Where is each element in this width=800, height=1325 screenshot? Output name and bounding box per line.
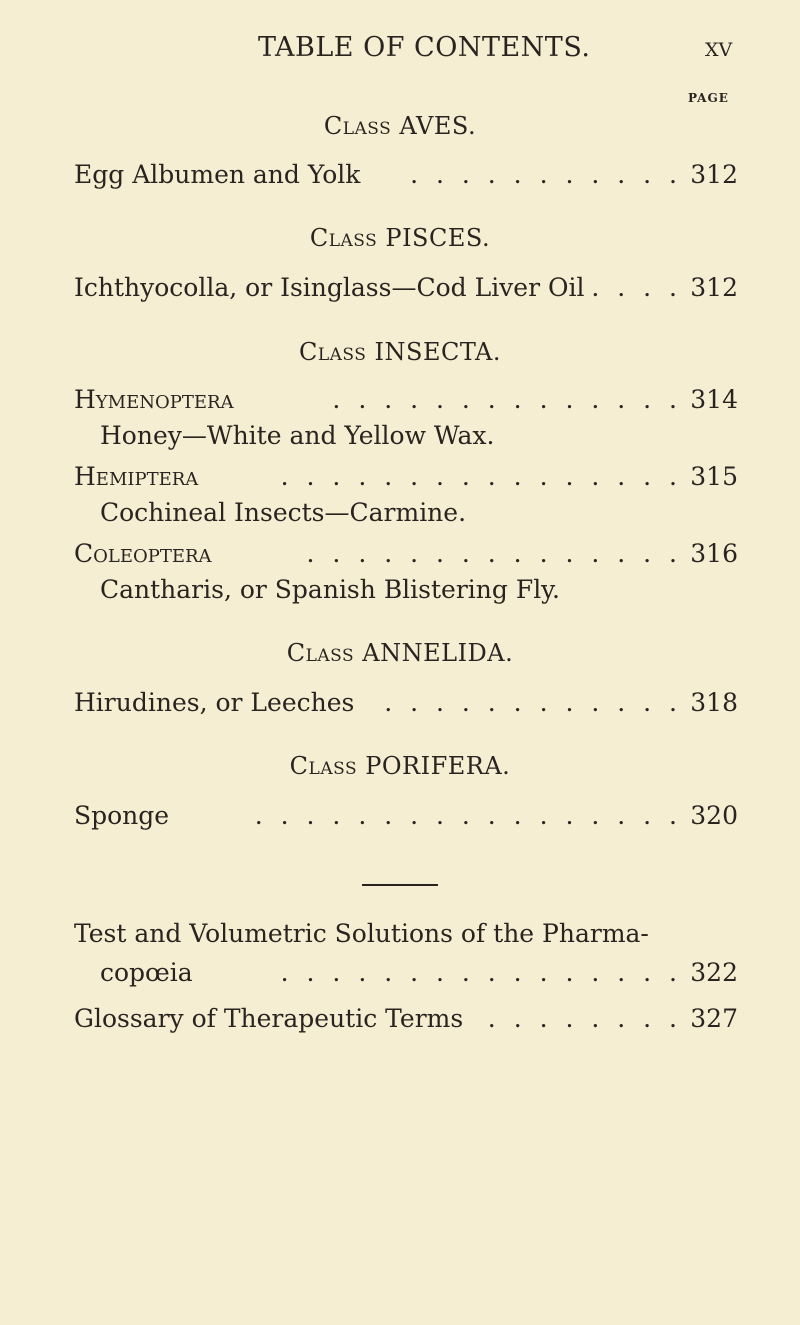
entry-page-number: 312 bbox=[690, 273, 738, 302]
entry-page-number: 312 bbox=[690, 160, 738, 189]
entry-page-number: 315 bbox=[690, 462, 738, 491]
page-number: xv bbox=[705, 32, 733, 63]
entry-page-number: 322 bbox=[690, 958, 738, 987]
dot-leader: . . . . . . . . . . . . . . . . . bbox=[254, 801, 682, 830]
toc-entry-hymenoptera[interactable] bbox=[74, 385, 738, 417]
entry-page-number: 320 bbox=[690, 801, 738, 830]
dot-leader: . . . . . . . . . . . . . . bbox=[332, 385, 682, 414]
entry-page-number: 318 bbox=[690, 688, 738, 717]
class-heading-aves: Class AVES. bbox=[323, 112, 477, 140]
entry-label: Hemiptera bbox=[74, 462, 199, 491]
entry-label: Hymenoptera bbox=[74, 385, 234, 414]
dot-leader: . . . . . . . . bbox=[487, 1004, 682, 1033]
toc-entry-hemiptera[interactable] bbox=[74, 462, 738, 494]
entry-label: copœia bbox=[100, 958, 193, 987]
entry-page-number: 316 bbox=[690, 539, 738, 568]
dot-leader: . . . . . . . . . . . . . . . . bbox=[280, 462, 682, 491]
toc-entry-ichthyocolla[interactable] bbox=[74, 273, 738, 305]
toc-entry-test-solutions[interactable] bbox=[74, 958, 738, 990]
running-head bbox=[0, 32, 800, 72]
toc-entry-glossary[interactable] bbox=[74, 1004, 738, 1036]
class-heading-insecta: Class INSECTA. bbox=[298, 338, 501, 366]
dot-leader: . . . . bbox=[591, 273, 682, 302]
toc-entry-egg-albumen[interactable] bbox=[74, 160, 738, 192]
class-heading-porifera: Class PORIFERA. bbox=[289, 752, 511, 780]
toc-entry-test-solutions-line1[interactable]: Test and Volumetric Solutions of the Pharma- bbox=[74, 919, 649, 948]
page-column-label: PAGE bbox=[688, 91, 729, 105]
entry-page-number: 314 bbox=[690, 385, 738, 414]
entry-page-number: 327 bbox=[690, 1004, 738, 1033]
class-heading-pisces: Class PISCES. bbox=[309, 224, 491, 252]
dot-leader: . . . . . . . . . . . bbox=[410, 160, 682, 189]
entry-label: Sponge bbox=[74, 801, 170, 830]
dot-leader: . . . . . . . . . . . . . . . . bbox=[280, 958, 682, 987]
running-title: TABLE OF CONTENTS. bbox=[258, 32, 591, 63]
entry-label: Coleoptera bbox=[74, 539, 212, 568]
dot-leader: . . . . . . . . . . . . bbox=[384, 688, 682, 717]
entry-subtitle-hemiptera: Cochineal Insects—Carmine. bbox=[100, 498, 467, 527]
toc-entry-sponge[interactable] bbox=[74, 801, 738, 833]
toc-entry-coleoptera[interactable] bbox=[74, 539, 738, 571]
toc-entry-hirudines[interactable] bbox=[74, 688, 738, 720]
dot-leader: . . . . . . . . . . . . . . . bbox=[306, 539, 682, 568]
entry-subtitle-coleoptera: Cantharis, or Spanish Blistering Fly. bbox=[100, 575, 560, 604]
section-divider bbox=[362, 884, 438, 886]
entry-label: Glossary of Therapeutic Terms bbox=[74, 1004, 464, 1033]
entry-subtitle-hymenoptera: Honey—White and Yellow Wax. bbox=[100, 421, 495, 450]
entry-label: Egg Albumen and Yolk bbox=[74, 160, 361, 189]
class-heading-annelida: Class ANNELIDA. bbox=[286, 639, 514, 667]
entry-label: Ichthyocolla, or Isinglass—Cod Liver Oil bbox=[74, 273, 585, 302]
entry-label: Hirudines, or Leeches bbox=[74, 688, 355, 717]
